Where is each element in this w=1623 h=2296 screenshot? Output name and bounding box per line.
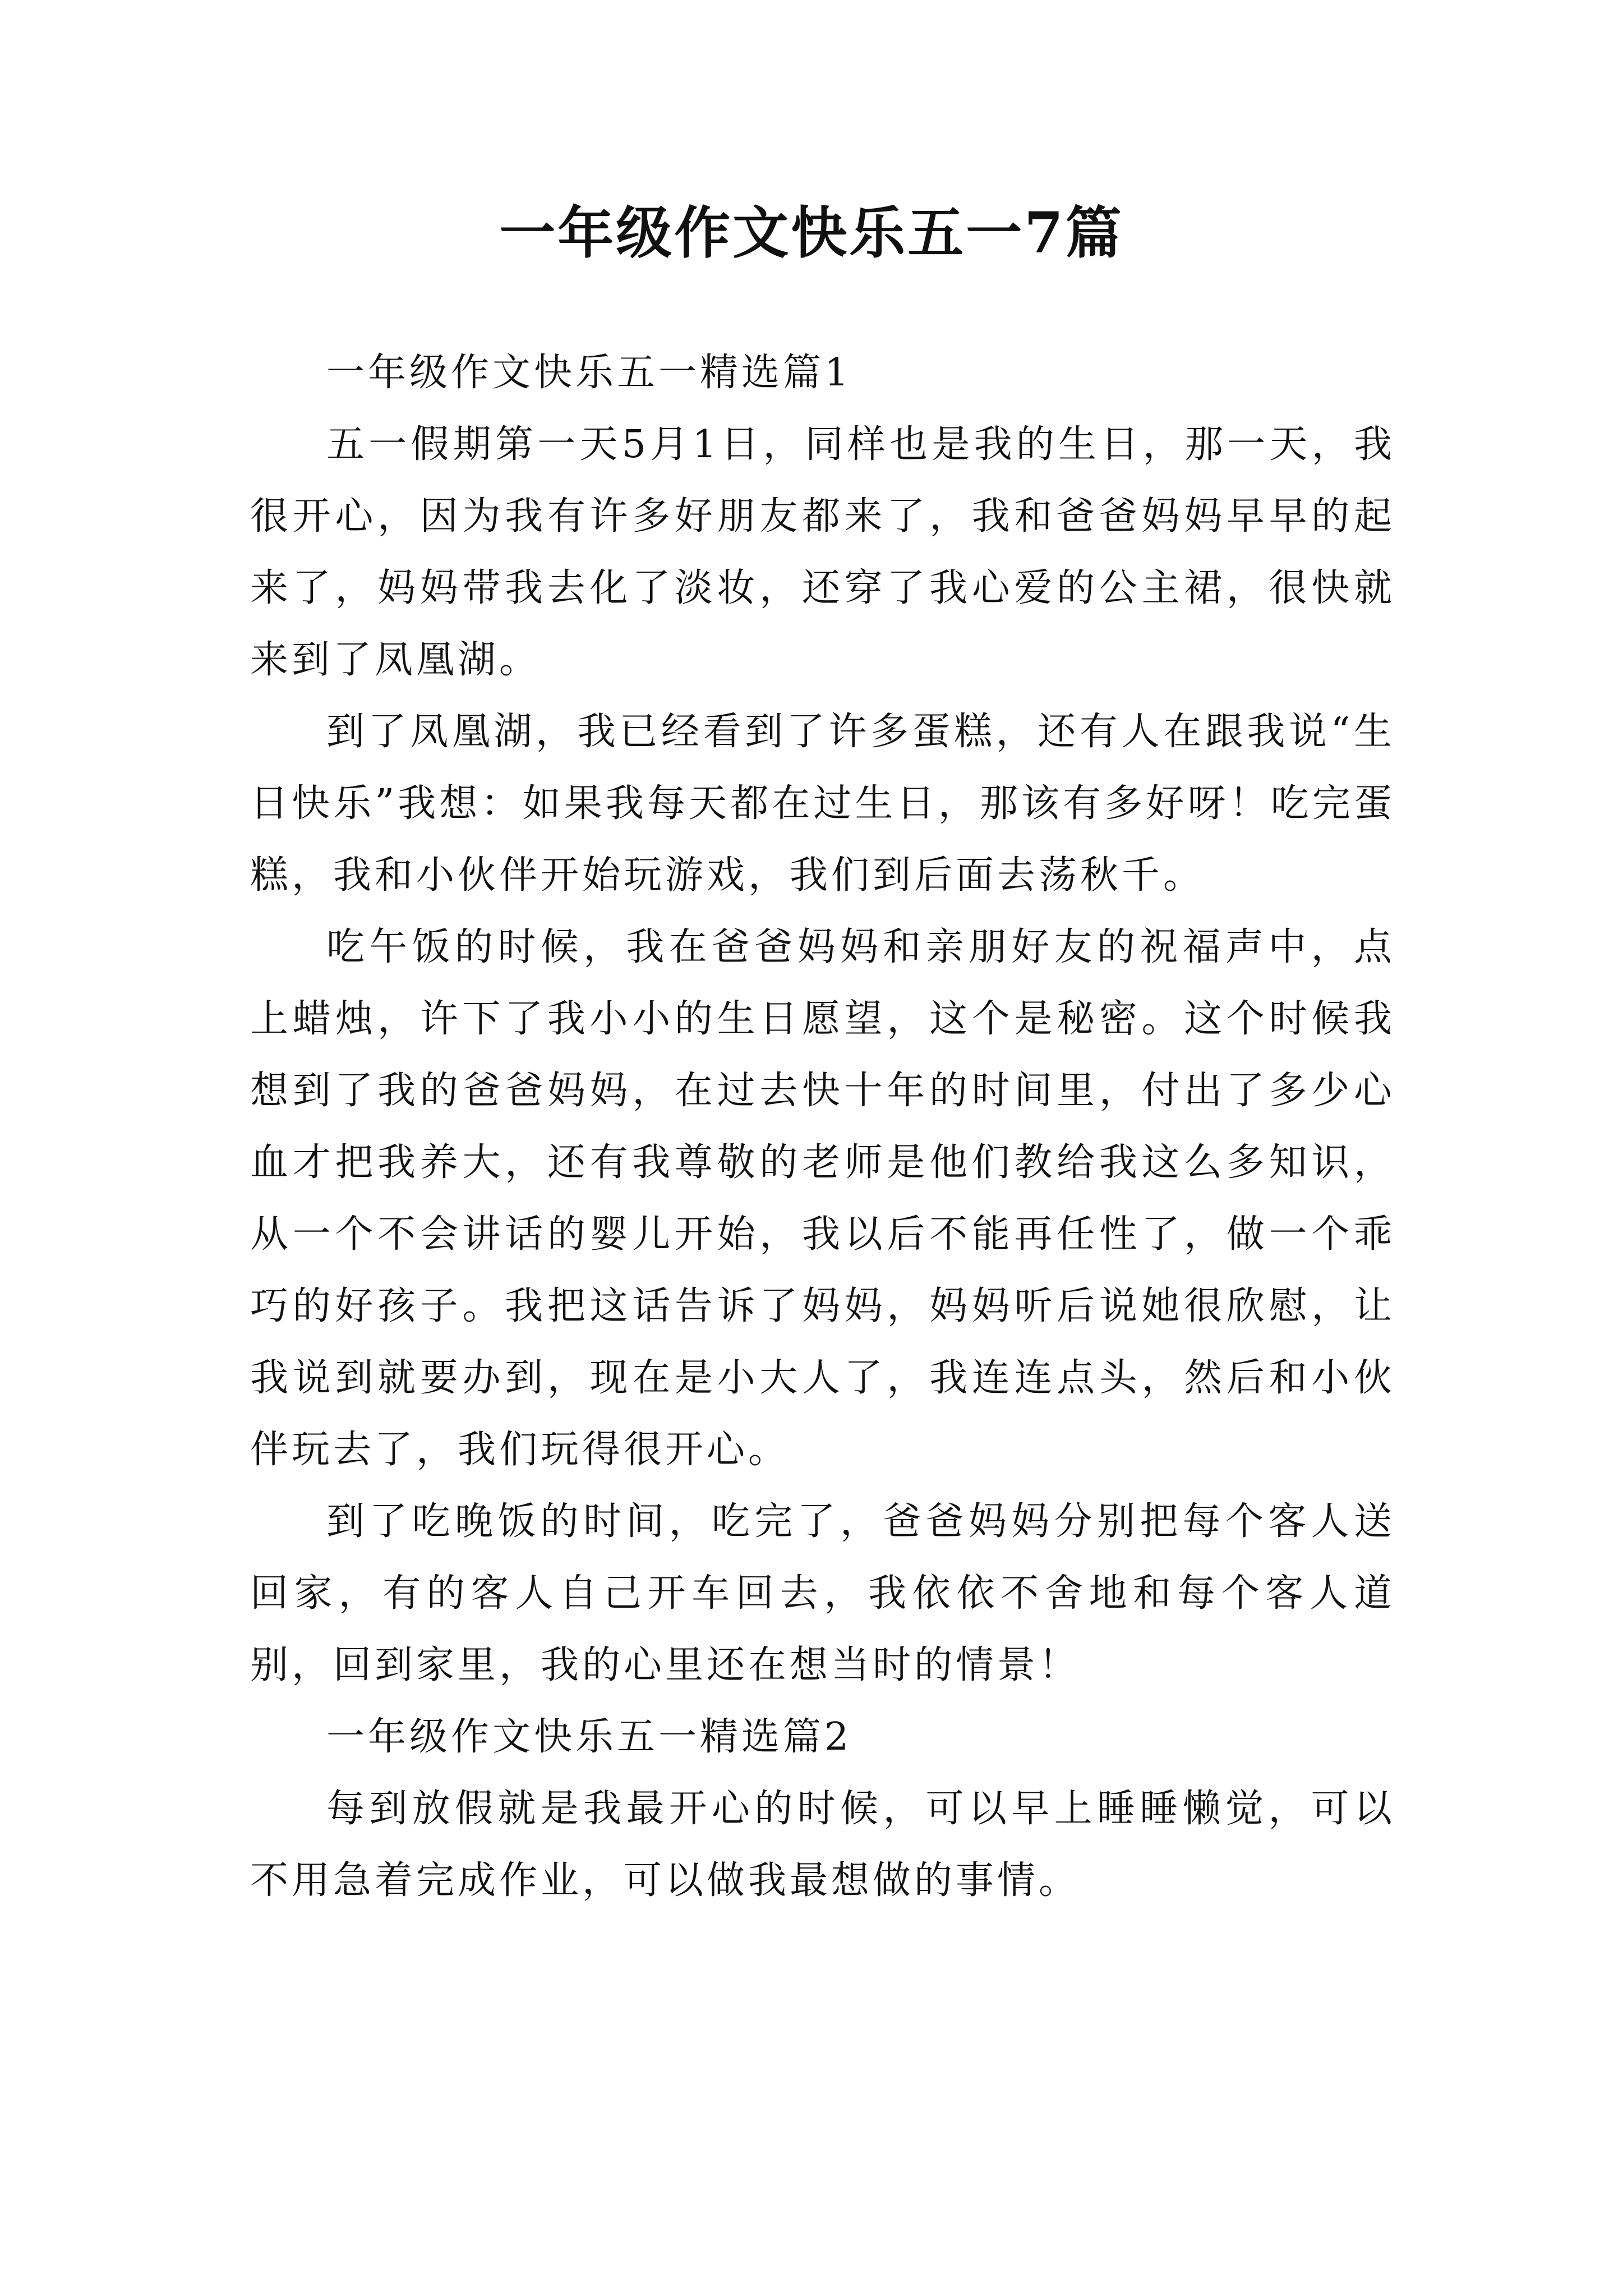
document-title: 一年级作文快乐五一7篇 [499, 200, 1124, 266]
paragraph: 吃午饭的时候，我在爸爸妈妈和亲朋好友的祝福声中，点上蜡烛，许下了我小小的生日愿望，这个是秘密。这个时候我想到了我的爸爸妈妈，在过去快十年的时间里，付出了多少心血才把我养大，还有我尊敬的老师是他们教给我这么多知识，从一个不会讲话的婴儿开始，我以后不能再任性了，做一个乖巧的好孩子。我把这话告诉了妈妈，妈妈听后说她很欣慰，让我说到就要办到，现在是小大人了，我连连点头，然后和小伙伴玩去了，我们玩得很开心。 [250, 925, 1395, 1472]
paragraph: 到了吃晚饭的时间，吃完了，爸爸妈妈分别把每个客人送回家，有的客人自己开车回去，我依依不舍地和每个客人道别，回到家里，我的心里还在想当时的情景！ [250, 1499, 1395, 1687]
paragraph: 五一假期第一天5月1日，同样也是我的生日，那一天，我很开心，因为我有许多好朋友都来了，我和爸爸妈妈早早的起来了，妈妈带我去化了淡妆，还穿了我心爱的公主裙，很快就来到了凤凰湖。 [250, 422, 1395, 682]
paragraph: 每到放假就是我最开心的时候，可以早上睡睡懒觉，可以不用急着完成作业，可以做我最想做的事情。 [250, 1787, 1395, 1903]
paragraph: 到了凤凰湖，我已经看到了许多蛋糕，还有人在跟我说“生日快乐”我想：如果我每天都在过生日，那该有多好呀！吃完蛋糕，我和小伙伴开始玩游戏，我们到后面去荡秋千。 [250, 710, 1395, 898]
section-heading-1: 一年级作文快乐五一精选篇1 [326, 351, 852, 395]
section-heading-2: 一年级作文快乐五一精选篇2 [326, 1715, 852, 1759]
document-body [250, 337, 1395, 1917]
